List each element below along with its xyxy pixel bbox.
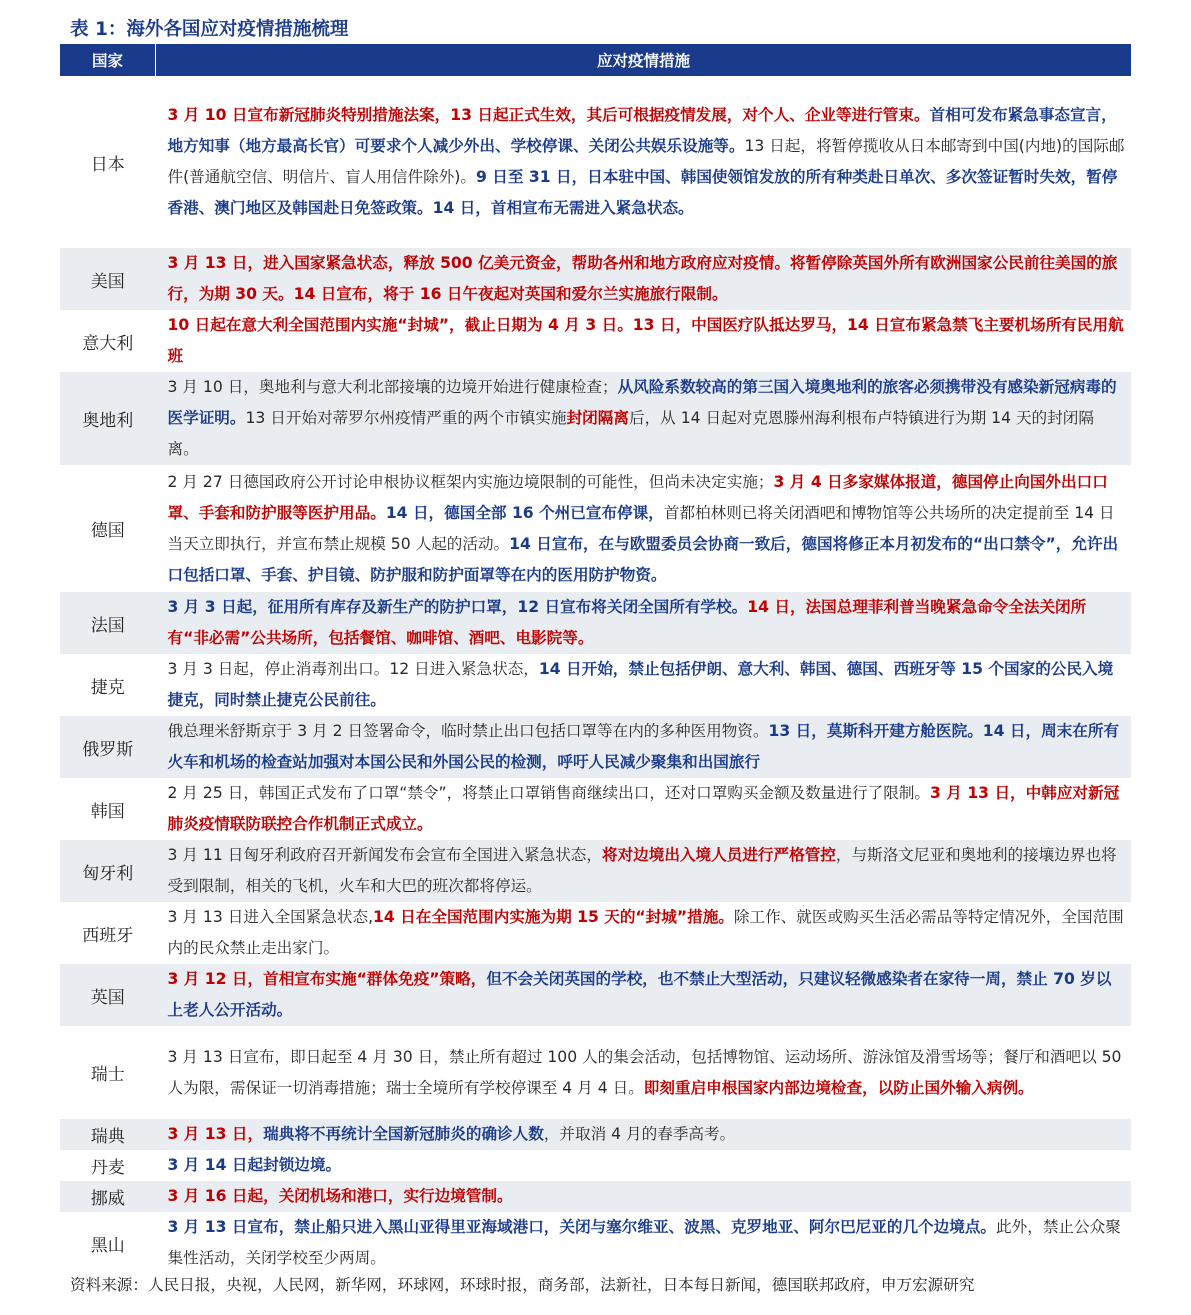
measures-text [168, 716, 1126, 778]
measures-table [60, 44, 1131, 1274]
measure-segment: 首相可发布紧急事态宣言，地方知事（地方最高长官）可要求个人减少外出、学校停课、关闭公共娱乐设施等。 [167, 106, 1117, 155]
table-row [60, 716, 1131, 778]
measures-text [168, 248, 1126, 310]
country-cell: 奥地利 [60, 372, 156, 465]
table-row [60, 248, 1131, 310]
measure-segment: ，与斯洛文尼亚和奥地利的接壤边界也将受到限制，相关的飞机，火车和大巴的班次都将停运。 [167, 846, 1117, 895]
measure-segment: 14 日在全国范围内实施为期 15 天的“封城”措施。 [373, 908, 734, 926]
measure-segment: 但不会关闭英国的学校，也不禁止大型活动，只建议轻微感染者在家待一周，禁止 70 岁以上老人公开活动。 [167, 970, 1112, 1019]
measures-cell [156, 716, 1132, 778]
measure-segment: 此外，禁止公众聚集性活动，关闭学校至少两周。 [167, 1218, 1121, 1267]
measures-text [168, 1042, 1126, 1104]
country-cell: 英国 [60, 964, 156, 1026]
measure-segment: 14 日，德国全部 16 个州已宣布停课， [385, 503, 664, 522]
measures-text [168, 1181, 1126, 1212]
measures-text [168, 840, 1126, 902]
measures-cell [156, 1119, 1132, 1150]
country-cell: 捷克 [90, 677, 125, 698]
measures-text [168, 1150, 1126, 1181]
country-cell: 韩国 [90, 801, 125, 822]
table-row [60, 1150, 1131, 1181]
measure-segment: 除工作、就医或购买生活必需品等特定情况外，全国范围内的民众禁止走出家门。 [167, 908, 1124, 957]
measure-segment: 14 日宣布，在与欧盟委员会协商一致后，德国将修正本月初发布的“出口禁令”，允许出口包括口罩、手套、护目镜、防护服和防护面罩等在内的医用防护物资。 [167, 534, 1119, 584]
table-row [60, 778, 1131, 840]
country-cell: 德国 [90, 521, 125, 541]
table-row [60, 465, 1131, 592]
table-row [60, 372, 1131, 465]
measures-text [168, 1119, 1126, 1150]
measures-text [168, 310, 1126, 372]
measures-text [168, 1212, 1126, 1274]
measure-segment: 14 日，法国总理菲利普当晚紧急命令全法关闭所有“非必需”公共场所，包括餐馆、咖啡馆、酒吧、电影院等。 [167, 598, 1087, 647]
table-row [60, 840, 1131, 902]
measure-segment: 3 月 10 日宣布新冠肺炎特别措施法案，13 日起正式生效，其后可根据疫情发展，对个人、企业等进行管束。 [167, 106, 930, 124]
measure-segment: 3 月 16 日起，关闭机场和港口，实行边境管制。 [167, 1187, 513, 1205]
measure-segment: 13 日开始对蒂罗尔州疫情严重的两个市镇实施 [245, 409, 567, 427]
measure-segment: 3 月 14 日起封锁边境。 [167, 1156, 342, 1174]
table-row [60, 1212, 1131, 1274]
table-row [60, 1119, 1131, 1150]
measures-cell [156, 465, 1132, 592]
measures-cell [156, 372, 1132, 465]
country-cell: 俄罗斯 [60, 716, 156, 778]
measures-text [168, 100, 1126, 224]
country-cell: 挪威 [60, 1181, 156, 1212]
table-header-row [60, 44, 1131, 76]
measures-text [168, 654, 1126, 716]
measure-segment: 瑞典将不再统计全国新冠肺炎的确诊人数 [263, 1125, 544, 1143]
measure-segment: 即刻重启申根国家内部边境检查，以防止国外输入病例。 [643, 1078, 1034, 1097]
country-cell: 日本 [90, 154, 125, 175]
measures-cell [156, 778, 1132, 840]
measure-segment: 3 月 13 日， [167, 1125, 264, 1143]
measures-cell [156, 654, 1132, 716]
measure-segment: 俄总理米舒斯京于 3 月 2 日签署命令，临时禁止出口包括口罩等在内的多种医用物资。 [167, 722, 769, 740]
measure-segment: 14 日开始，禁止包括伊朗、意大利、韩国、德国、西班牙等 15 个国家的公民入境捷克，同时禁止捷克公民前往。 [167, 660, 1114, 709]
measures-cell [156, 1212, 1132, 1274]
header-country: 国家 [60, 44, 156, 76]
measures-cell [156, 592, 1132, 654]
measure-segment: 3 月 3 日起，征用所有库存及新生产的防护口罩，12 日宣布将关闭全国所有学校。 [167, 598, 748, 616]
measure-segment: ，并取消 4 月的春季高考。 [543, 1125, 736, 1143]
measures-cell [156, 840, 1132, 902]
measure-segment: 2 月 27 日德国政府公开讨论申根协议框架内实施边境限制的可能性，但尚未决定实施； [167, 472, 774, 491]
country-cell: 黑山 [90, 1235, 125, 1256]
table-body [60, 76, 1131, 1274]
measure-segment: 首都柏林则已将关闭酒吧和博物馆等公共场所的决定提前至 14 日当天立即执行，并宣布禁止规模 50 人起的活动。 [167, 503, 1115, 553]
measure-segment: 后，从 14 日起对克恩滕州海利根布卢特镇进行为期 14 天的封闭隔离。 [167, 409, 1094, 458]
measures-cell [156, 1150, 1132, 1181]
measures-text [168, 592, 1126, 654]
measures-cell [156, 902, 1132, 964]
table-row [60, 964, 1131, 1026]
measure-segment: 3 月 13 日，进入国家紧急状态，释放 500 亿美元资金，帮助各州和地方政府应对疫情。将暂停除英国外所有欧洲国家公民前往美国的旅行，为期 30 天。14 日宣布，将于 16 日午夜起对英国和爱尔兰实施旅行限制。 [167, 254, 1118, 303]
source-note: 资料来源：人民日报，央视，人民网，新华网，环球网，环球时报，商务部，法新社，日本每日新闻，德国联邦政府，申万宏源研究 [70, 1276, 975, 1294]
country-cell: 瑞典 [60, 1119, 156, 1150]
measure-segment: 10 日起在意大利全国范围内实施“封城”，截止日期为 4 月 3 日。13 日，中国医疗队抵达罗马，14 日宣布紧急禁飞主要机场所有民用航班 [167, 316, 1124, 365]
measure-segment: 9 日至 31 日，日本驻中国、韩国使领馆发放的所有种类赴日单次、多次签证暂时失效，暂停香港、澳门地区及韩国赴日免签政策。14 日，首相宣布无需进入紧急状态。 [167, 168, 1118, 217]
measures-cell [156, 1181, 1132, 1212]
table-row [60, 592, 1131, 654]
measure-segment: 3 月 13 日宣布，禁止船只进入黑山亚得里亚海域港口，关闭与塞尔维亚、波黑、克罗地亚、阿尔巴尼亚的几个边境点。 [167, 1218, 997, 1236]
measure-segment: 封闭隔离 [566, 409, 629, 427]
measure-segment: 从风险系数较高的第三国入境奥地利的旅客必须携带没有感染新冠病毒的医学证明。 [167, 378, 1117, 427]
measures-cell [156, 76, 1132, 248]
country-cell: 法国 [60, 592, 156, 654]
measures-cell [156, 964, 1132, 1026]
header-measures: 应对疫情措施 [156, 44, 1132, 76]
table-row [60, 1026, 1131, 1119]
measure-segment: 3 月 13 日进入全国紧急状态, [167, 908, 374, 926]
country-cell: 意大利 [82, 333, 134, 354]
measure-segment: 13 日，莫斯科开建方舱医院。14 日，周末在所有火车和机场的检查站加强对本国公民和外国公民的检测，呼吁人民减少聚集和出国旅行 [167, 722, 1120, 771]
table-row [60, 1181, 1131, 1212]
table-row [60, 902, 1131, 964]
measure-segment: 3 月 4 日多家媒体报道，德国停止向国外出口口罩、手套和防护服等医护用品。 [167, 472, 1108, 522]
measures-cell [156, 248, 1132, 310]
country-cell: 美国 [60, 248, 156, 310]
measures-text [168, 964, 1126, 1026]
measures-text [168, 778, 1126, 840]
table-row [60, 76, 1131, 248]
measures-text [168, 902, 1126, 964]
measures-text [168, 467, 1126, 591]
measures-text [168, 372, 1126, 465]
measures-cell [156, 1026, 1132, 1119]
measure-segment: 3 月 11 日匈牙利政府召开新闻发布会宣布全国进入紧急状态， [167, 846, 602, 864]
measure-segment: 3 月 12 日，首相宣布实施“群体免疫”策略， [167, 970, 487, 988]
measures-cell [156, 310, 1132, 372]
country-cell: 西班牙 [82, 925, 134, 946]
table-row [60, 654, 1131, 716]
measure-segment: 3 月 13 日宣布，即日起至 4 月 30 日，禁止所有超过 100 人的集会活动，包括博物馆、运动场所、游泳馆及滑雪场等；餐厅和酒吧以 50 人为限，需保证一切消毒措施；瑞士全境所有学校停课至 4 月 4 日。 [167, 1047, 1122, 1097]
measure-segment: 将对边境出入境人员进行严格管控 [601, 846, 836, 864]
country-cell: 匈牙利 [60, 840, 156, 902]
country-cell: 瑞士 [90, 1065, 125, 1085]
table-row [60, 310, 1131, 372]
table-title: 表 1：海外各国应对疫情措施梳理 [70, 19, 349, 40]
measure-segment: 3 月 10 日，奥地利与意大利北部接壤的边境开始进行健康检查； [167, 378, 618, 396]
measure-segment: 3 月 13 日，中韩应对新冠肺炎疫情联防联控合作机制正式成立。 [167, 784, 1120, 833]
country-cell: 丹麦 [90, 1158, 125, 1178]
measure-segment: 13 日起，将暂停揽收从日本邮寄到中国(内地)的国际邮件(普通航空信、明信片、盲人用信件除外)。 [167, 137, 1125, 186]
measure-segment: 2 月 25 日，韩国正式发布了口罩“禁令”，将禁止口罩销售商继续出口，还对口罩购买金额及数量进行了限制。 [167, 784, 931, 802]
measure-segment: 3 月 3 日起，停止消毒剂出口。12 日进入紧急状态， [167, 660, 539, 678]
